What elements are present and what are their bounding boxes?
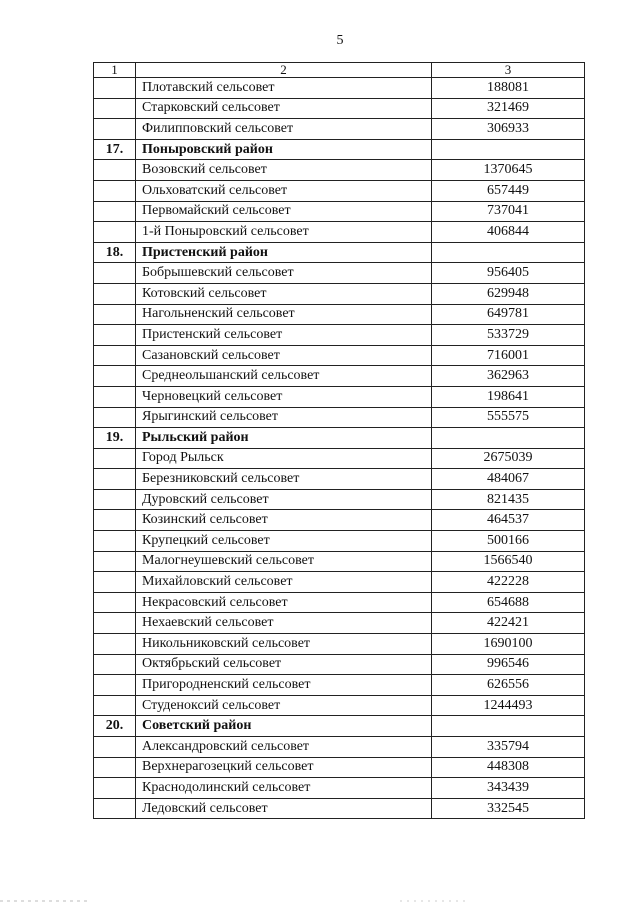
row-name: Возовский сельсовет [136,160,432,181]
row-name: Нагольненский сельсовет [136,304,432,325]
row-name: Ярыгинский сельсовет [136,407,432,428]
row-number: 17. [94,139,136,160]
table-row [94,98,585,119]
row-number [94,613,136,634]
table-row [94,613,585,634]
row-name: Сазановский сельсовет [136,345,432,366]
row-name: Дуровский сельсовет [136,489,432,510]
table-row [94,531,585,552]
row-number [94,798,136,819]
row-value: 188081 [432,78,585,99]
row-value: 657449 [432,180,585,201]
row-name: Бобрышевский сельсовет [136,263,432,284]
table-row [94,798,585,819]
row-number [94,345,136,366]
table-row [94,510,585,531]
row-value: 500166 [432,531,585,552]
row-number [94,654,136,675]
district-row [94,428,585,449]
row-value: 1244493 [432,695,585,716]
row-number [94,531,136,552]
row-number [94,119,136,140]
row-value: 626556 [432,675,585,696]
row-value: 555575 [432,407,585,428]
table-row [94,634,585,655]
row-value: 484067 [432,469,585,490]
column-header-1: 1 [94,63,136,78]
row-number: 20. [94,716,136,737]
row-value [432,716,585,737]
row-value: 362963 [432,366,585,387]
row-number [94,201,136,222]
row-name: Пристенский район [136,242,432,263]
row-number [94,78,136,99]
row-value: 464537 [432,510,585,531]
row-number [94,448,136,469]
row-value: 321469 [432,98,585,119]
row-name: Михайловский сельсовет [136,572,432,593]
row-name: Пригородненский сельсовет [136,675,432,696]
row-value: 343439 [432,778,585,799]
table-row [94,757,585,778]
row-value: 306933 [432,119,585,140]
row-name: Старковский сельсовет [136,98,432,119]
row-number: 19. [94,428,136,449]
table-row [94,572,585,593]
row-number [94,160,136,181]
table-row [94,737,585,758]
row-name: Черновецкий сельсовет [136,386,432,407]
row-number [94,675,136,696]
row-number [94,551,136,572]
row-number: 18. [94,242,136,263]
row-value [432,139,585,160]
row-number [94,695,136,716]
table-row [94,263,585,284]
row-number [94,222,136,243]
row-name: Александровский сельсовет [136,737,432,758]
row-value: 821435 [432,489,585,510]
row-value: 332545 [432,798,585,819]
row-number [94,778,136,799]
table-row [94,386,585,407]
row-number [94,757,136,778]
table-row [94,551,585,572]
table-row [94,778,585,799]
row-number [94,325,136,346]
row-number [94,263,136,284]
table-row [94,407,585,428]
row-value: 2675039 [432,448,585,469]
row-name: Плотавский сельсовет [136,78,432,99]
district-row [94,716,585,737]
row-value: 1370645 [432,160,585,181]
page-number: 5 [336,33,344,48]
row-value: 335794 [432,737,585,758]
row-name: Октябрьский сельсовет [136,654,432,675]
row-value: 649781 [432,304,585,325]
row-name: Нехаевский сельсовет [136,613,432,634]
table-row [94,160,585,181]
table-row [94,695,585,716]
row-name: Никольниковский сельсовет [136,634,432,655]
row-name: Козинский сельсовет [136,510,432,531]
row-name: 1-й Поныровский сельсовет [136,222,432,243]
row-number [94,634,136,655]
row-name: Первомайский сельсовет [136,201,432,222]
table-header-row [94,63,585,78]
table-row [94,345,585,366]
district-row [94,139,585,160]
row-value: 198641 [432,386,585,407]
row-number [94,283,136,304]
row-value: 533729 [432,325,585,346]
row-value: 716001 [432,345,585,366]
row-number [94,510,136,531]
row-number [94,304,136,325]
row-number [94,572,136,593]
row-value [432,428,585,449]
data-table [93,62,585,819]
row-value: 406844 [432,222,585,243]
row-value: 1690100 [432,634,585,655]
row-value: 629948 [432,283,585,304]
scan-artifact [0,898,640,904]
table-row [94,304,585,325]
table-row [94,489,585,510]
row-value: 422421 [432,613,585,634]
row-value: 956405 [432,263,585,284]
table-row [94,448,585,469]
row-number [94,366,136,387]
row-name: Крупецкий сельсовет [136,531,432,552]
row-number [94,592,136,613]
row-value: 654688 [432,592,585,613]
row-name: Город Рыльск [136,448,432,469]
table-row [94,325,585,346]
row-name: Краснодолинский сельсовет [136,778,432,799]
table-row [94,592,585,613]
row-number [94,98,136,119]
table-row [94,78,585,99]
row-value [432,242,585,263]
column-header-3: 3 [432,63,585,78]
row-name: Ледовский сельсовет [136,798,432,819]
row-name: Пристенский сельсовет [136,325,432,346]
row-name: Котовский сельсовет [136,283,432,304]
row-number [94,737,136,758]
row-value: 737041 [432,201,585,222]
table-row [94,654,585,675]
row-name: Верхнерагозецкий сельсовет [136,757,432,778]
row-value: 448308 [432,757,585,778]
row-name: Филипповский сельсовет [136,119,432,140]
row-name: Некрасовский сельсовет [136,592,432,613]
row-number [94,469,136,490]
table-row [94,469,585,490]
table-row [94,201,585,222]
row-name: Советский район [136,716,432,737]
row-number [94,407,136,428]
row-value: 1566540 [432,551,585,572]
row-number [94,489,136,510]
row-number [94,180,136,201]
table-row [94,119,585,140]
row-name: Ольховатский сельсовет [136,180,432,201]
column-header-2: 2 [136,63,432,78]
row-name: Студеноксий сельсовет [136,695,432,716]
table-row [94,222,585,243]
table-row [94,675,585,696]
table-row [94,366,585,387]
row-name: Рыльский район [136,428,432,449]
row-number [94,386,136,407]
district-row [94,242,585,263]
row-value: 422228 [432,572,585,593]
table-row [94,283,585,304]
table-row [94,180,585,201]
row-name: Среднеольшанский сельсовет [136,366,432,387]
row-value: 996546 [432,654,585,675]
row-name: Малогнеушевский сельсовет [136,551,432,572]
row-name: Поныровский район [136,139,432,160]
row-name: Березниковский сельсовет [136,469,432,490]
